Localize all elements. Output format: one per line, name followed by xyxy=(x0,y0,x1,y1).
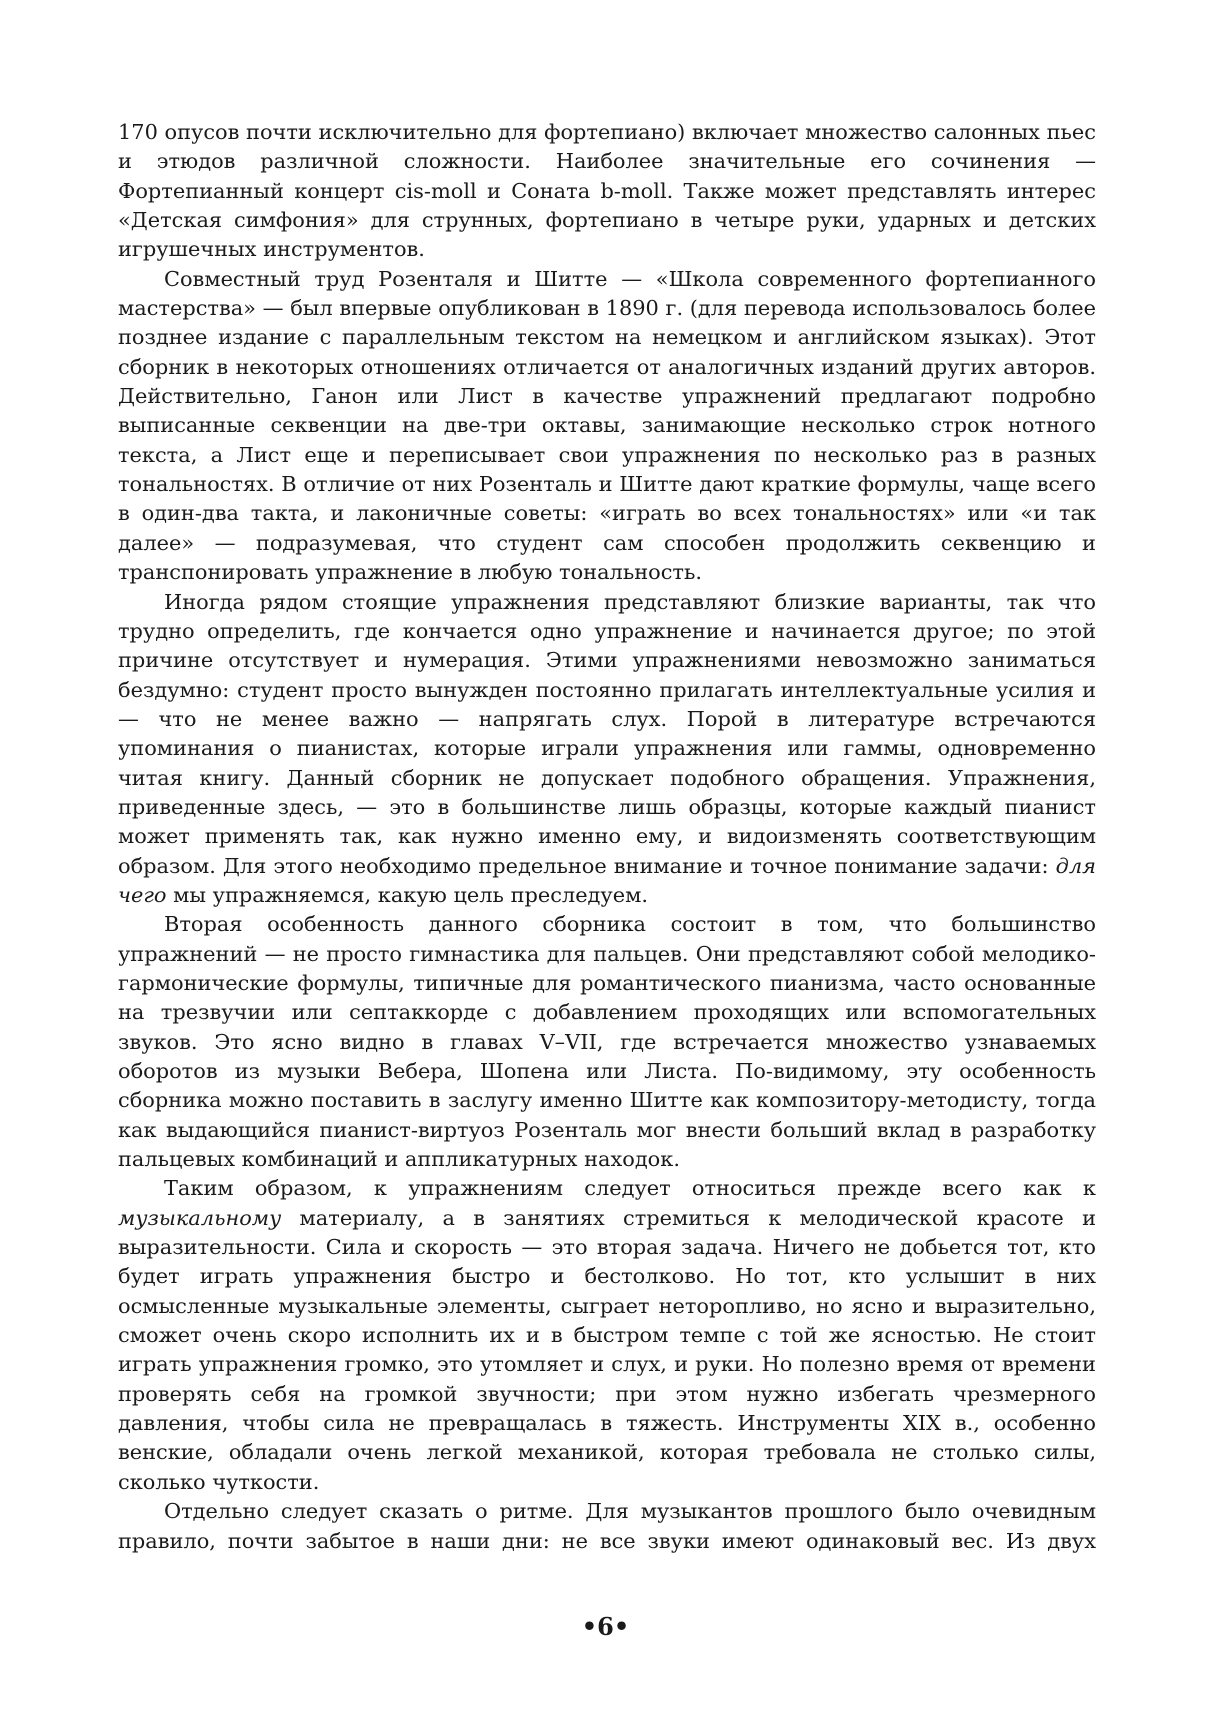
paragraph-5-italic: музыкальному xyxy=(118,1205,282,1230)
paragraph-4 xyxy=(118,910,1096,1174)
page-body xyxy=(118,118,1096,1556)
paragraph-5 xyxy=(118,1174,1096,1497)
paragraph-3 xyxy=(118,588,1096,911)
paragraph-6-text: Отдельно следует сказать о ритме. Для музыкантов прошлого было очевидным правило, почти забытое в наши дни: не все звуки имеют одинаковый вес. Из двух xyxy=(118,1499,1096,1553)
paragraph-2-text: Совместный труд Розенталя и Шитте — «Школа современного фортепианного мастерства» — был впервые опубликован в 1890 г. (для перевода использовалось более позднее издание с параллельным текстом на немецком и английском языках). Этот сборник в некоторых отношениях отличается от аналогичных изданий других авторов. Действительно, Ганон или Лист в качестве упражнений предлагают подробно выписанные секвенции на две-три октавы, занимающие несколько строк нотного текста, а Лист еще и переписывает свои упражнения по несколько раз в разных тональностях. В отличие от них Розенталь и Шитте дают краткие формулы, чаще всего в один-два такта, и лаконичные советы: «играть во всех тональностях» или «и так далее» — подразумевая, что студент сам способен продолжить секвенцию и транспонировать упражнение в любую тональность. xyxy=(118,266,1096,585)
paragraph-6 xyxy=(118,1497,1096,1556)
paragraph-1 xyxy=(118,118,1096,265)
paragraph-3-text-b: мы упражняемся, какую цель преследуем. xyxy=(166,882,648,907)
paragraph-3-text-a: Иногда рядом стоящие упражнения представляют близкие варианты, так что трудно определить, где кончается одно упражнение и начинается другое; по этой причине отсутствует и нумерация. Этими упражнениями невозможно заниматься бездумно: студент просто вынужден постоянно прилагать интеллектуальные усилия и — что не менее важно — напрягать слух. Порой в литературе встречаются упоминания о пианистах, которые играли упражнения или гаммы, одновременно читая книгу. Данный сборник не допускает подобного обращения. Упражнения, приведенные здесь, — это в большинстве лишь образцы, которые каждый пианист может применять так, как нужно именно ему, и видоизменять соответствующим образом. Для этого необходимо предельное внимание и точное понимание задачи: xyxy=(118,589,1096,878)
paragraph-5-text-b: материалу, а в занятиях стремиться к мелодической красоте и выразительности. Сила и скорость — это вторая задача. Ничего не добьется тот, кто будет играть упражнения быстро и бестолково. Но тот, кто услышит в них осмысленные музыкальные элементы, сыграет неторопливо, но ясно и выразительно, сможет очень скоро исполнить их и в быстром темпе с той же ясностью. Не стоит играть упражнения громко, это утомляет и слух, и руки. Но полезно время от времени проверять себя на громкой звучности; при этом нужно избегать чрезмерного давления, чтобы сила не превращалась в тяжесть. Инструменты XIX в., особенно венские, обладали очень легкой механикой, которая требовала не столько силы, сколько чуткости. xyxy=(118,1205,1096,1494)
paragraph-4-text: Вторая особенность данного сборника состоит в том, что большинство упражнений — не просто гимнастика для пальцев. Они представляют собой мелодико-гармонические формулы, типичные для романтического пианизма, часто основанные на трезвучии или септаккорде с добавлением проходящих или вспомогательных звуков. Это ясно видно в главах V–VII, где встречается множество узнаваемых оборотов из музыки Вебера, Шопена или Листа. По-видимому, эту особенность сборника можно поставить в заслугу именно Шитте как композитору-методисту, тогда как выдающийся пианист-виртуоз Розенталь мог внести больший вклад в разработку пальцевых комбинаций и аппликатурных находок. xyxy=(118,912,1096,1172)
paragraph-1-text: 170 опусов почти исключительно для фортепиано) включает множество салонных пьес и этюдов различной сложности. Наиболее значительные его сочинения — Фортепианный концерт cis-moll и Соната b-moll. Также может представлять интерес «Детская симфония» для струнных, фортепиано в четыре руки, ударных и детских игрушечных инструментов. xyxy=(118,120,1096,262)
paragraph-2 xyxy=(118,265,1096,588)
paragraph-3-italic: для чего xyxy=(118,853,1096,907)
page-number: •6• xyxy=(581,1612,630,1641)
paragraph-5-text-a: Таким образом, к упражнениям следует относиться прежде всего как к xyxy=(164,1176,1096,1201)
